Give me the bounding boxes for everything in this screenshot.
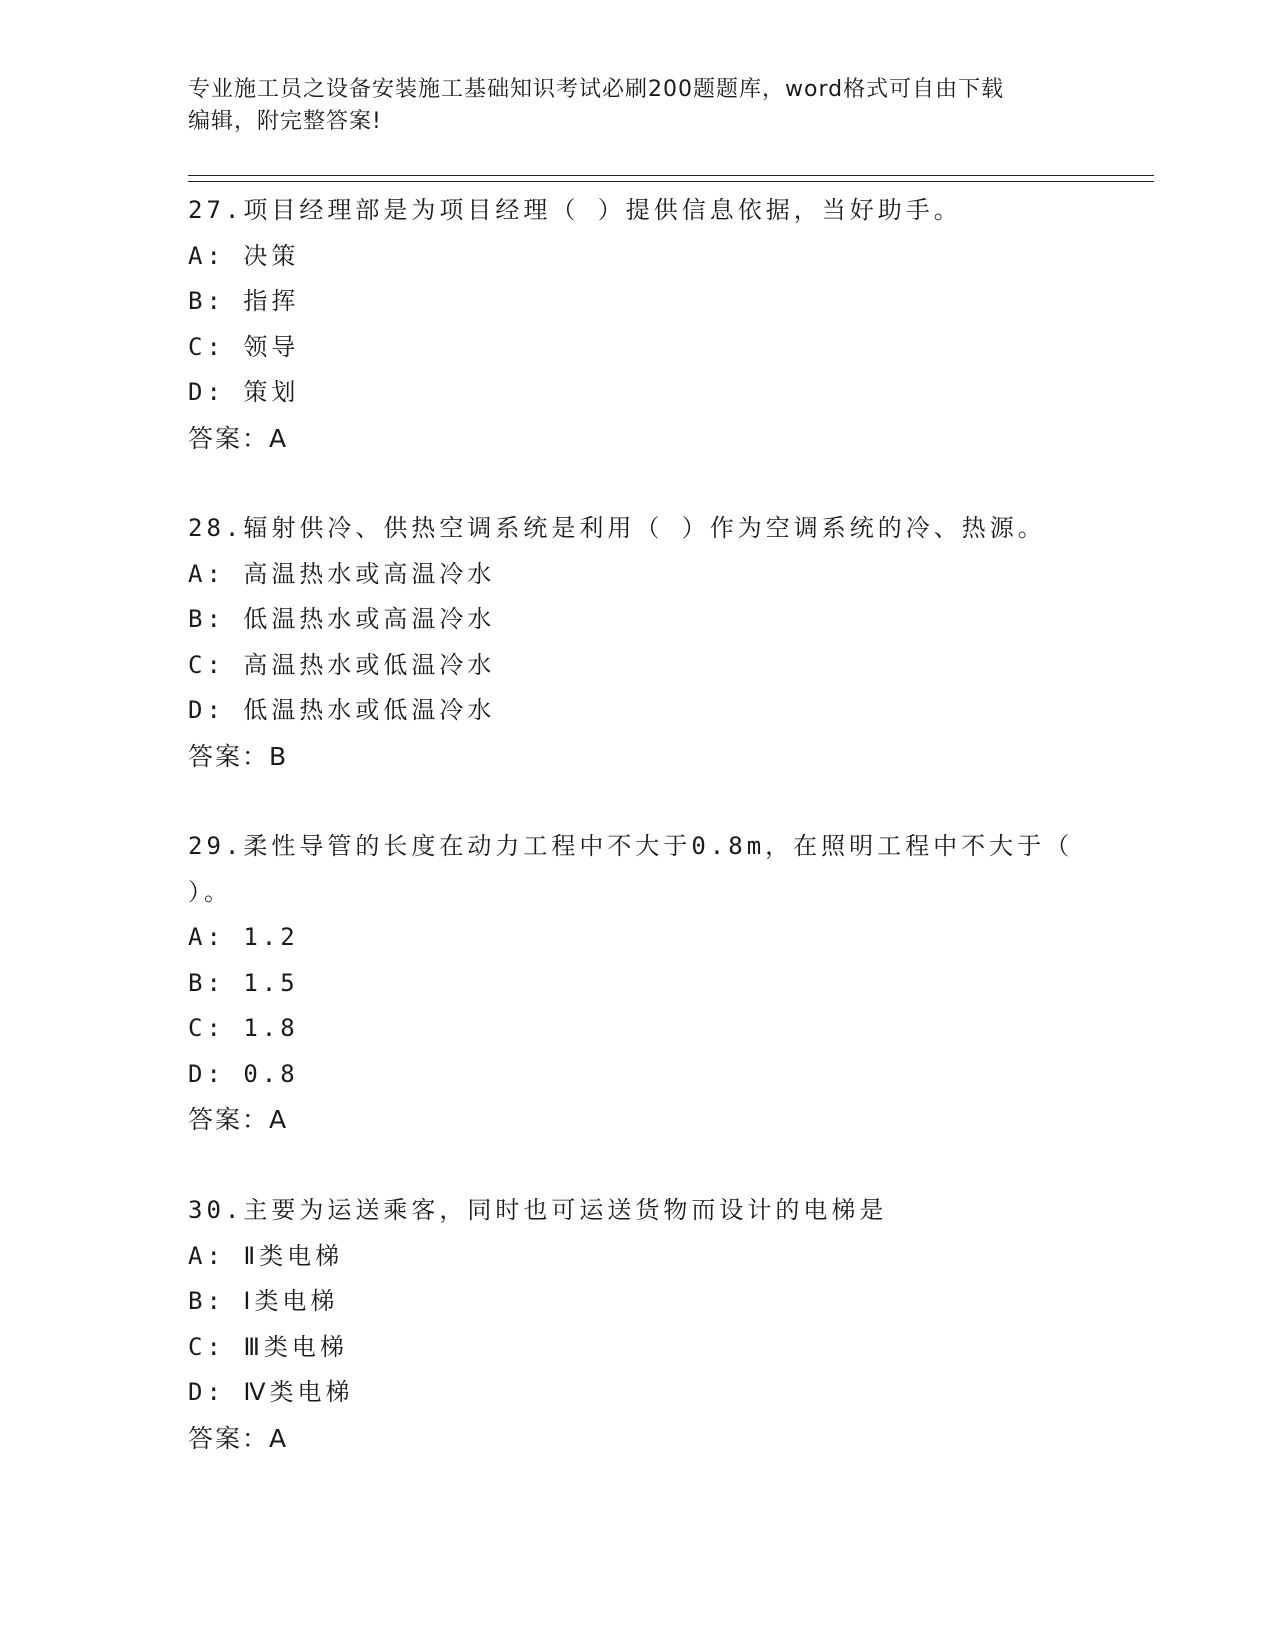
option-text: Ⅱ类电梯	[243, 1241, 344, 1270]
option-text: 1.2	[243, 923, 299, 951]
option-prefix: B:	[188, 287, 244, 315]
question-stem: 28.辐射供冷、供热空调系统是利用（ ）作为空调系统的冷、热源。	[188, 514, 1046, 542]
option-prefix: C:	[188, 1332, 244, 1361]
option-d	[188, 688, 1088, 734]
option-text: 0.8	[243, 1059, 299, 1088]
header-divider-top	[188, 175, 1154, 176]
header-title-line-2: 编辑，附完整答案!	[188, 109, 382, 134]
option-text: 低温热水或低温冷水	[243, 696, 496, 724]
option-prefix: B:	[188, 1287, 244, 1315]
option-prefix: A:	[188, 559, 244, 588]
option-a	[188, 915, 1088, 961]
question-stem: 29.柔性导管的长度在动力工程中不大于0.8m，在照明工程中不大于（	[188, 832, 1074, 860]
option-a	[188, 234, 1088, 280]
question-29	[188, 824, 1088, 1143]
option-text: 策划	[243, 378, 300, 406]
option-c	[188, 325, 1088, 371]
option-c	[188, 1006, 1088, 1052]
option-prefix: C:	[188, 332, 244, 361]
option-prefix: B:	[188, 968, 244, 997]
option-b	[188, 961, 1088, 1007]
option-b	[188, 597, 1088, 643]
answer-line: 答案：B	[188, 741, 289, 771]
question-30	[188, 1188, 1088, 1461]
question-stem: 27.项目经理部是为项目经理（ ）提供信息依据，当好助手。	[188, 196, 962, 224]
option-d	[188, 1052, 1088, 1098]
answer-line: 答案：A	[188, 1105, 289, 1134]
option-prefix: A:	[188, 923, 244, 951]
question-stem: 30.主要为运送乘客，同时也可运送货物而设计的电梯是	[188, 1196, 888, 1224]
option-c	[188, 1325, 1088, 1371]
option-text: 指挥	[243, 287, 300, 315]
option-a	[188, 552, 1088, 598]
question-28	[188, 506, 1088, 779]
header-title-line-1: 专业施工员之设备安装施工基础知识考试必刷200题题库，word格式可自由下载	[188, 77, 1005, 102]
header-divider-bottom	[188, 181, 1154, 182]
option-text: 决策	[243, 241, 300, 270]
option-text: Ⅲ类电梯	[243, 1332, 348, 1361]
answer-line: 答案：A	[188, 423, 289, 453]
question-stem-continued: ）。	[188, 877, 232, 906]
option-d	[188, 370, 1088, 416]
option-text: 1.5	[243, 968, 299, 997]
option-b	[188, 279, 1088, 325]
option-text: 低温热水或高温冷水	[243, 605, 496, 633]
option-d	[188, 1370, 1088, 1416]
document-header	[188, 74, 1088, 138]
option-prefix: A:	[188, 1241, 244, 1270]
option-prefix: C:	[188, 1014, 244, 1042]
option-text: 高温热水或低温冷水	[243, 650, 496, 679]
option-a	[188, 1234, 1088, 1280]
option-b	[188, 1279, 1088, 1325]
option-c	[188, 643, 1088, 689]
option-text: 高温热水或高温冷水	[243, 559, 496, 588]
option-text: 领导	[243, 332, 300, 361]
option-prefix: D:	[188, 1059, 244, 1088]
option-text: Ⅰ类电梯	[243, 1287, 339, 1315]
option-prefix: D:	[188, 696, 244, 724]
option-prefix: D:	[188, 378, 244, 406]
question-27	[188, 188, 1088, 461]
option-text: Ⅳ类电梯	[243, 1378, 354, 1406]
option-prefix: D:	[188, 1378, 244, 1406]
option-prefix: B:	[188, 605, 244, 633]
option-prefix: C:	[188, 650, 244, 679]
option-prefix: A:	[188, 241, 244, 270]
answer-line: 答案：A	[188, 1423, 289, 1453]
option-text: 1.8	[243, 1014, 299, 1042]
